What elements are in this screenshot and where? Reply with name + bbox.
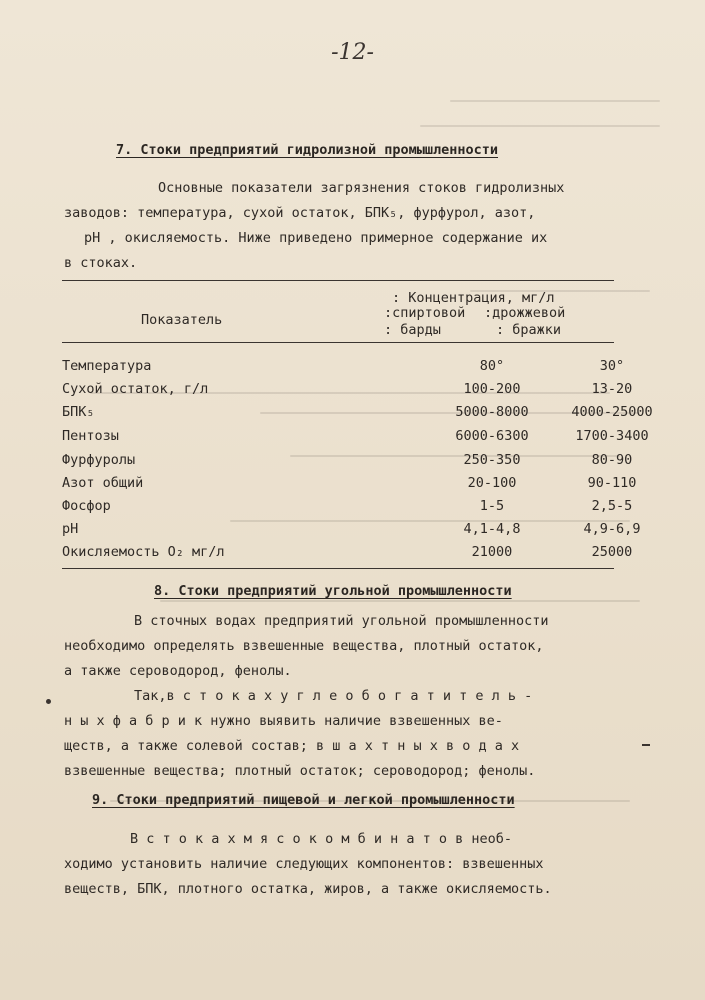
concentration-header: : Концентрация, мг/л: [392, 290, 555, 306]
table-row: [62, 428, 652, 451]
section-8-line-6: ществ, а также солевой состав; в ш а х т н ы х в о д а х: [64, 738, 520, 754]
page-number: -12-: [331, 40, 374, 65]
spirit-stillage-value: 80°: [479, 358, 505, 374]
spirit-stillage-value: 100-200: [463, 381, 521, 397]
row-name: Пентозы: [62, 428, 119, 444]
table-row: [62, 404, 652, 427]
section-7-line-2: заводов: температура, сухой остаток, БПК₅, фурфурол, азот,: [64, 205, 536, 221]
spirit-stillage-value: 4,1-4,8: [463, 521, 521, 537]
section-8-line-2: необходимо определять взвешенные вещества, плотный остаток,: [64, 638, 544, 654]
bleed-through-mark: [160, 600, 640, 602]
column-1-header-line-2: : барды: [384, 322, 441, 338]
table-row: [62, 381, 652, 404]
table-header-rule: [62, 342, 614, 343]
section-8-heading: 8. Стоки предприятий угольной промышленности: [154, 583, 512, 599]
spirit-stillage-value: 21000: [471, 544, 513, 560]
yeast-mash-value: 2,5-5: [591, 498, 633, 514]
section-9-line-2: ходимо установить наличие следующих компонентов: взвешенных: [64, 856, 544, 872]
row-name: Температура: [62, 358, 152, 374]
yeast-mash-value: 4,9-6,9: [583, 521, 641, 537]
table-row: [62, 544, 652, 567]
yeast-mash-value: 80-90: [591, 452, 633, 468]
table-row: [62, 358, 652, 381]
section-8-line-4: Так,в с т о к а х у г л е о б о г а т и т е л ь -: [134, 688, 533, 704]
table-row: [62, 521, 652, 544]
column-2-header-line-1: :дрожжевой: [484, 305, 566, 321]
yeast-mash-value: 4000-25000: [571, 404, 653, 420]
table-top-rule: [62, 280, 614, 281]
row-name: Окисляемость O₂ мг/л: [62, 544, 225, 560]
table-bottom-rule: [62, 568, 614, 569]
table-row: [62, 452, 652, 475]
section-7-line-3: рН , окисляемость. Ниже приведено примерное содержание их: [84, 230, 548, 246]
spirit-stillage-value: 6000-6300: [455, 428, 529, 444]
spirit-stillage-value: 1-5: [479, 498, 505, 514]
bleed-through-mark: [420, 125, 660, 127]
column-2-header-line-2: : бражки: [496, 322, 562, 338]
section-8-line-3: а также сероводород, фенолы.: [64, 663, 292, 679]
section-7-heading: 7. Стоки предприятий гидролизной промышленности: [116, 142, 499, 158]
spirit-stillage-value: 20-100: [467, 475, 517, 491]
yeast-mash-value: 30°: [599, 358, 625, 374]
section-7-line-4: в стоках.: [64, 255, 138, 271]
yeast-mash-value: 90-110: [587, 475, 637, 491]
table-row: [62, 498, 652, 521]
spirit-stillage-value: 5000-8000: [455, 404, 529, 420]
section-8-line-1: В сточных водах предприятий угольной промышленности: [134, 613, 549, 629]
spirit-stillage-value: 250-350: [463, 452, 521, 468]
column-1-header-line-1: :спиртовой: [384, 305, 466, 321]
yeast-mash-value: 13-20: [591, 381, 633, 397]
yeast-mash-value: 25000: [591, 544, 633, 560]
section-7-line-1: Основные показатели загрязнения стоков гидролизных: [158, 180, 565, 196]
row-name: Сухой остаток, г/л: [62, 381, 209, 397]
row-name: Фосфор: [62, 498, 111, 514]
row-name: Азот общий: [62, 475, 144, 491]
bleed-through-mark: [450, 100, 660, 102]
margin-dot: [46, 699, 51, 704]
section-8-line-7: взвешенные вещества; плотный остаток; сероводород; фенолы.: [64, 763, 536, 779]
yeast-mash-value: 1700-3400: [575, 428, 649, 444]
section-9-heading: 9. Стоки предприятий пищевой и легкой промышленности: [92, 792, 515, 808]
table-row: [62, 475, 652, 498]
section-9-line-3: веществ, БПК, плотного остатка, жиров, а также окисляемость.: [64, 881, 552, 897]
row-name: Фурфуролы: [62, 452, 136, 468]
indicator-column-header: Показатель: [141, 312, 223, 328]
margin-dash: [642, 744, 650, 746]
section-8-line-5: н ы х ф а б р и к нужно выявить наличие взвешенных ве-: [64, 713, 503, 729]
row-name: рН: [62, 521, 79, 537]
row-name: БПК₅: [62, 404, 95, 420]
section-9-line-1: В с т о к а х м я с о к о м б и н а т о в необ-: [130, 831, 513, 847]
